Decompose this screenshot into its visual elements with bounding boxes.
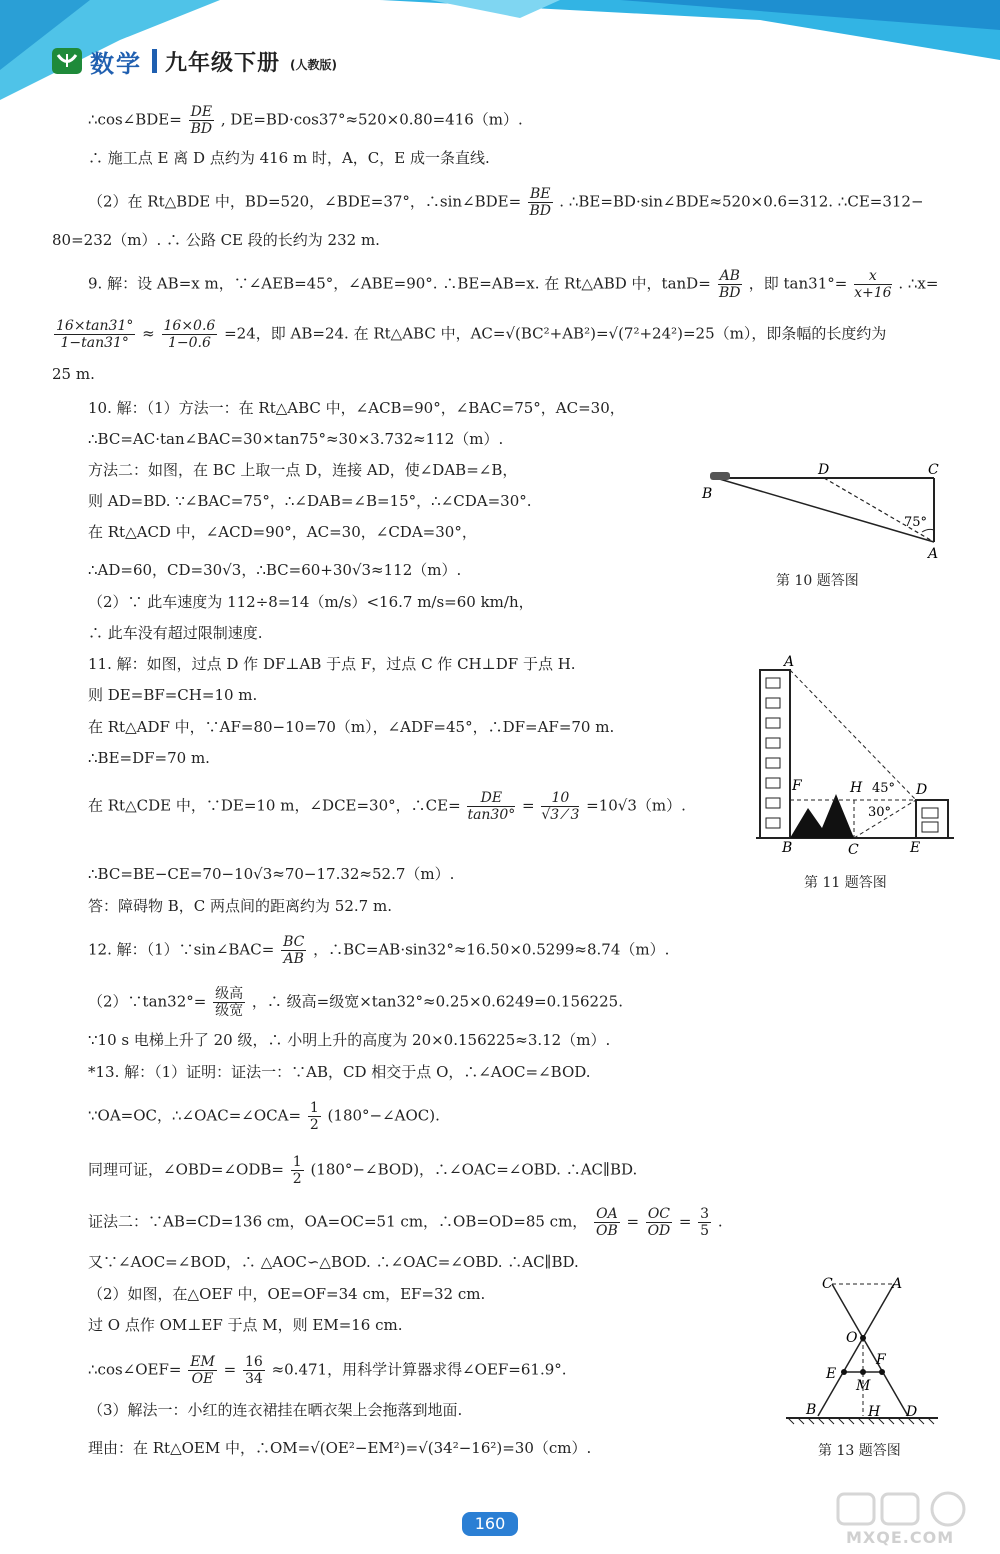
window [766, 798, 780, 808]
label-a: A [928, 546, 939, 562]
fraction: $\frac{DE}{BD}$ [190, 104, 213, 137]
label-h: H [868, 1404, 881, 1420]
label-b: B [782, 840, 793, 856]
car-icon [710, 472, 730, 480]
text-line: 在 Rt△ACD 中，∠ACD=90°，AC=30，∠CDA=30°， [88, 523, 477, 541]
fraction: $\frac{x}{x+16}$ [854, 268, 892, 301]
text-line: ∴BE=DF=70 m. [88, 749, 210, 767]
text-line: ∴cos∠BDE= $\frac{DE}{BD}$ , DE=BD·cos37°≈520×0.80=416（m）. [88, 104, 523, 137]
text-line: （2）在 Rt△BDE 中，BD=520，∠BDE=37°，∴sin∠BDE= $\frac{BE}{BD}$ . ∴BE=BD·sin∠BDE≈520×0.6=312. ∴CE=312− [88, 186, 924, 219]
label-a: A [892, 1276, 903, 1292]
text-line: ∵OA=OC，∴∠OAC=∠OCA= $\frac{1}{2}$ (180°−∠AOC). [88, 1100, 440, 1133]
figure-11 [750, 652, 960, 862]
text-line: ∴BC=BE−CE=70−10√3≈70−17.32≈52.7（m）. [88, 865, 455, 883]
text-line: *13. 解：（1）证明：证法一：∵AB，CD 相交于点 O，∴∠AOC=∠BOD. [88, 1063, 591, 1081]
window [766, 818, 780, 828]
figure-10 [696, 458, 946, 568]
label-o: O [846, 1330, 858, 1346]
obstacle [790, 794, 854, 838]
label-e: E [826, 1366, 837, 1382]
fraction: $\frac{DE}{\tan 30^\circ}$ [467, 790, 516, 823]
text-line: ∴ 此车没有超过限制速度. [88, 624, 263, 642]
fraction: $\frac{16\times 0.6}{1-0.6}$ [163, 318, 216, 351]
text-line: 10. 解：（1）方法一：在 Rt△ABC 中，∠ACB=90°，∠BAC=75°，AC=30， [88, 399, 625, 417]
text-line: 方法二：如图，在 BC 上取一点 D，连接 AD，使∠DAB=∠B， [88, 461, 518, 479]
fraction: $\frac{OA}{OB}$ [596, 1206, 618, 1239]
text-line: ∴AD=60，CD=30√3，∴BC=60+30√3≈112（m）. [88, 561, 462, 579]
label-c: C [822, 1276, 833, 1292]
label-c: C [848, 842, 859, 858]
label-h: H [850, 780, 863, 796]
text-line: 80=232（m）. ∴ 公路 CE 段的长约为 232 m. [52, 231, 380, 249]
text-line: 在 Rt△CDE 中，∵DE=10 m，∠DCE=30°，∴CE= $\frac{DE}{\tan 30^\circ}$ = $\frac{10}{√3 ⁄ 3}$ =10√3（m）. [88, 790, 686, 823]
fraction: $\frac{1}{2}$ [309, 1100, 319, 1133]
book-logo-icon [52, 48, 82, 74]
fraction: $\frac{BC}{AB}$ [283, 934, 305, 967]
text-line: （2）如图，在△OEF 中，OE=OF=34 cm，EF=32 cm. [88, 1285, 486, 1303]
header-divider [152, 49, 157, 73]
window [766, 698, 780, 708]
book-header [52, 44, 337, 78]
building-ab [760, 670, 790, 838]
label-f: F [876, 1352, 886, 1368]
text-line: （3）解法一：小红的连衣裙挂在晒衣架上会拖落到地面. [88, 1401, 463, 1419]
window [922, 808, 938, 818]
point-f [879, 1369, 885, 1375]
fraction: $\frac{3}{5}$ [700, 1206, 710, 1239]
text-line: （2）∵ 此车速度为 112÷8=14（m/s）<16.7 m/s=60 km/h， [88, 593, 534, 611]
text-line: （2）∵tan32°= $\frac{\text{级高}}{\text{级宽}}$ ，∴ 级高=级宽×tan32°≈0.25×0.6249=0.156225. [88, 986, 623, 1019]
label-e: E [910, 840, 921, 856]
fraction: $\frac{1}{2}$ [292, 1154, 302, 1187]
point-e [841, 1369, 847, 1375]
text-line: 12. 解：（1）∵sin∠BAC= $\frac{BC}{AB}$ ，∴BC=AB·sin32°≈16.50×0.5299≈8.74（m）. [88, 934, 670, 967]
fraction: $\frac{16\times\tan 31^\circ}{1-\tan 31^\circ}$ [56, 318, 134, 351]
text-line: 则 DE=BF=CH=10 m. [88, 686, 258, 704]
text-line: ∴cos∠OEF= $\frac{EM}{OE}$ = $\frac{16}{34}$ ≈0.471，用科学计算器求得∠OEF=61.9°. [88, 1354, 567, 1387]
text-line: 过 O 点作 OM⊥EF 于点 M，则 EM=16 cm. [88, 1316, 403, 1334]
fraction: $\frac{\text{级高}}{\text{级宽}}$ [215, 986, 244, 1019]
text-line: 在 Rt△ADF 中，∵AF=80−10=70（m），∠ADF=45°，∴DF=AF=70 m. [88, 718, 615, 736]
text-line: 理由：在 Rt△OEM 中，∴OM=√(OE²−EM²)=√(34²−16²)=30（cm）. [88, 1439, 592, 1457]
subject-title: 数学 [90, 49, 142, 78]
label-b: B [806, 1402, 817, 1418]
watermark-text: MXQE.COM [846, 1528, 955, 1547]
segment-da [824, 478, 934, 542]
figure-10-caption: 第 10 题答图 [776, 573, 859, 589]
text-line: 则 AD=BD. ∵∠BAC=75°，∴∠DAB=∠B=15°，∴∠CDA=30°. [88, 492, 532, 510]
edition-label: (人教版) [290, 57, 337, 72]
window [766, 778, 780, 788]
point-o [860, 1335, 866, 1341]
text-line: 答：障碍物 B，C 两点间的距离约为 52.7 m. [88, 897, 392, 915]
segment-cd [832, 1284, 908, 1416]
label-a: A [784, 654, 795, 670]
window [922, 822, 938, 832]
label-d: D [906, 1404, 918, 1420]
label-d: D [916, 782, 928, 798]
grade-title: 九年级下册 [165, 50, 281, 76]
angle-30: 30° [868, 805, 892, 820]
label-c: C [928, 462, 939, 478]
text-line: $\frac{16\times\tan 31^\circ}{1-\tan 31^\circ}$ ≈ $\frac{16\times 0.6}{1-0.6}$ =24，即 AB=24. 在 Rt△ABC 中，AC=√(BC²+AB²)=√(7²+24²)=25（m），即条幅的长度约为 [56, 318, 887, 351]
window [766, 738, 780, 748]
point-m [860, 1369, 866, 1375]
figure-11-caption: 第 11 题答图 [804, 875, 887, 891]
text-line: 11. 解：如图，过点 D 作 DF⊥AB 于点 F，过点 C 作 CH⊥DF 于点 H. [88, 655, 576, 673]
figure-13-caption: 第 13 题答图 [818, 1443, 901, 1459]
label-b: B [702, 486, 713, 502]
text-line: ∴BC=AC·tan∠BAC=30×tan75°≈30×3.732≈112（m）. [88, 430, 504, 448]
figure-13 [782, 1270, 942, 1430]
window [766, 678, 780, 688]
window [766, 718, 780, 728]
window [766, 758, 780, 768]
segment-ab [818, 1284, 894, 1416]
text-line: 同理可证，∠OBD=∠ODB= $\frac{1}{2}$ (180°−∠BOD)，∴∠OAC=∠OBD. ∴AC∥BD. [88, 1154, 638, 1187]
angle-45: 45° [872, 781, 896, 796]
fraction: $\frac{BE}{BD}$ [529, 186, 551, 219]
label-f: F [792, 778, 802, 794]
fraction: $\frac{OC}{OD}$ [647, 1206, 671, 1239]
fraction: $\frac{16}{34}$ [244, 1354, 263, 1387]
label-d: D [818, 462, 830, 478]
label-m: M [856, 1378, 871, 1394]
text-line: ∵10 s 电梯上升了 20 级，∴ 小明上升的高度为 20×0.156225≈3.12（m）. [88, 1031, 611, 1049]
page-number: 160 [462, 1512, 518, 1536]
fraction: $\frac{AB}{BD}$ [719, 268, 741, 301]
text-line: 又∵∠AOC=∠BOD，∴ △AOC∽△BOD. ∴∠OAC=∠OBD. ∴AC∥BD. [88, 1253, 579, 1271]
fraction: $\frac{EM}{OE}$ [190, 1354, 215, 1387]
fraction: $\frac{10}{√3 ⁄ 3}$ [541, 790, 580, 823]
text-line: 9. 解：设 AB=x m，∵∠AEB=45°，∠ABE=90°. ∴BE=AB=x. 在 Rt△ABD 中，tanD= $\frac{AB}{BD}$ ，即 tan31°= $\frac{x}{x+16}$ . ∴x= [88, 268, 939, 301]
angle-75: 75° [904, 515, 928, 530]
text-line: 25 m. [52, 365, 95, 383]
segment-ba [716, 478, 934, 542]
text-line: ∴ 施工点 E 离 D 点约为 416 m 时，A，C，E 成一条直线. [88, 149, 490, 167]
text-line: 证法二：∵AB=CD=136 cm，OA=OC=51 cm，∴OB=OD=85 cm， $\frac{OA}{OB}$ = $\frac{OC}{OD}$ = $\frac{3}{5}$ . [88, 1206, 723, 1239]
